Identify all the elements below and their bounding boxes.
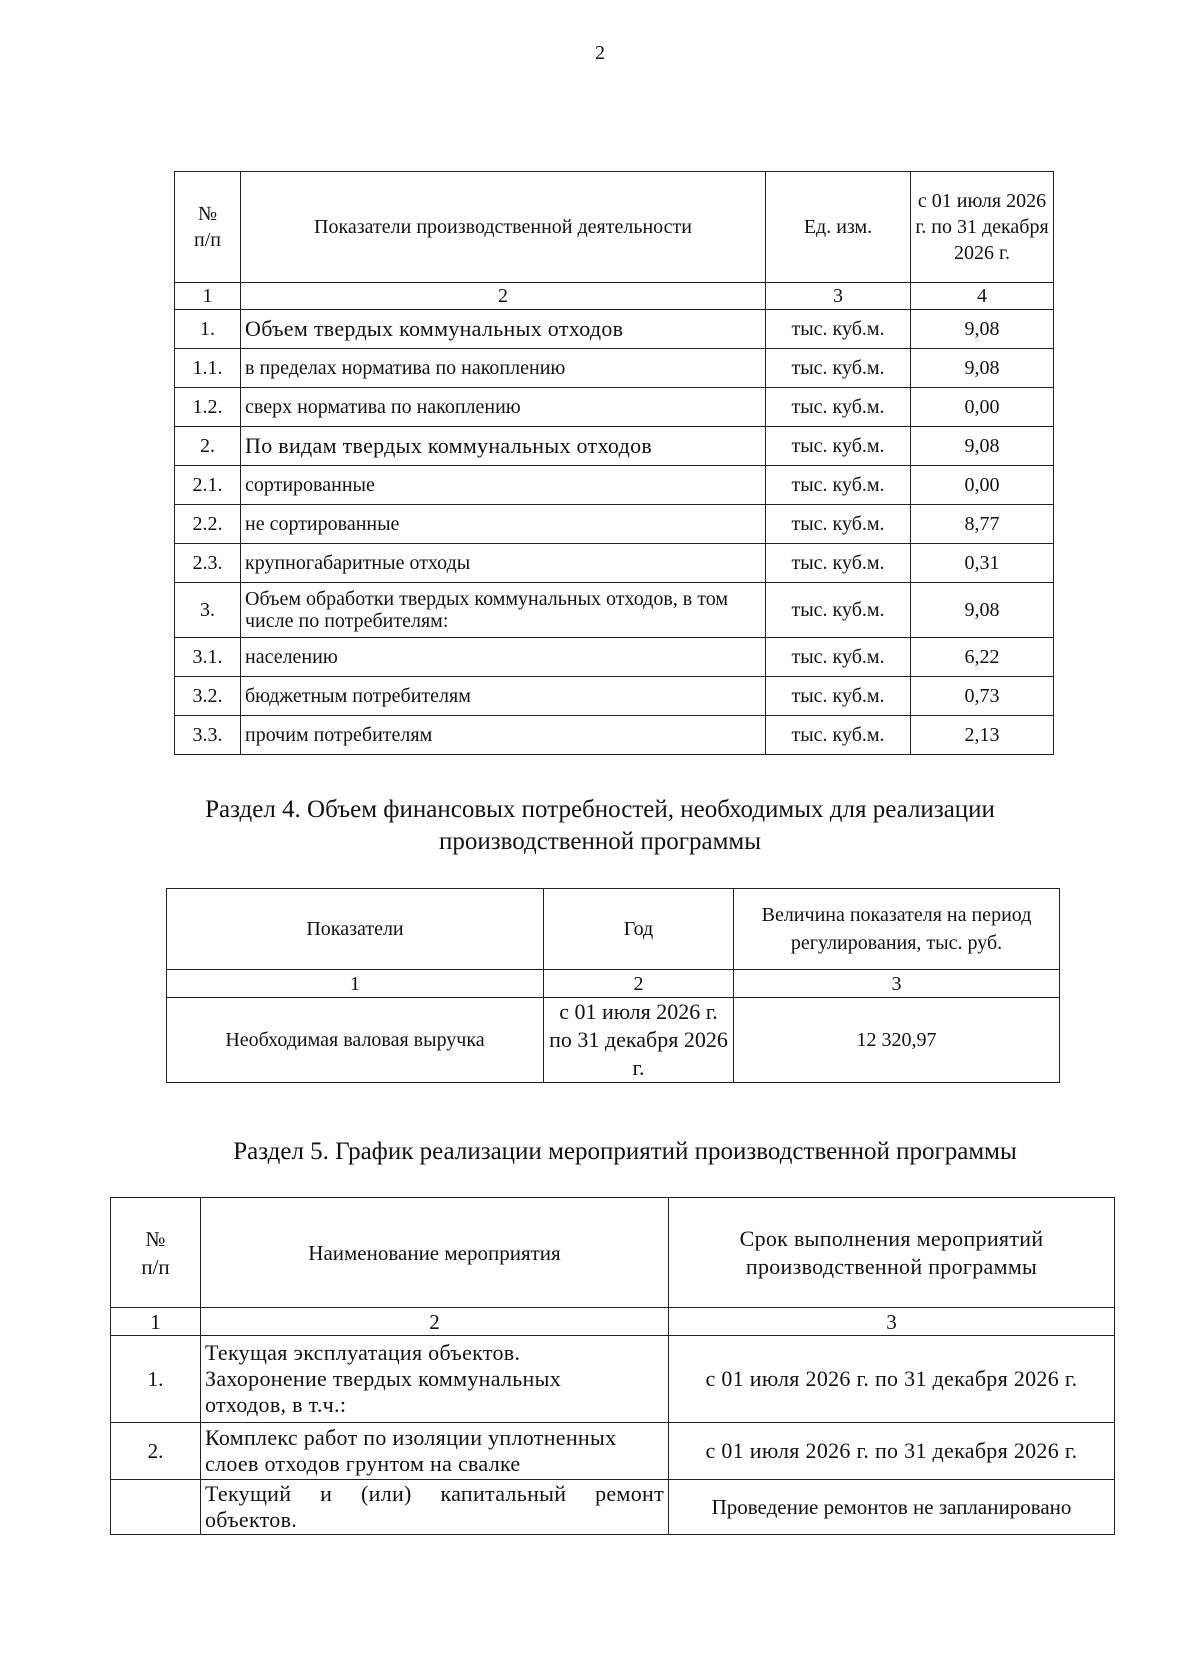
row-unit: тыс. куб.м.	[766, 544, 911, 583]
row-name: бюджетным потребителям	[241, 677, 766, 716]
header-num: № п/п	[111, 1198, 201, 1308]
table-header-row	[111, 1198, 1115, 1308]
row-unit: тыс. куб.м.	[766, 638, 911, 677]
row-name: прочим потребителям	[241, 716, 766, 755]
row-name: По видам твердых коммунальных отходов	[241, 427, 766, 466]
row-value: 0,00	[911, 388, 1054, 427]
table-row	[175, 466, 1054, 505]
col-index: 3	[734, 970, 1060, 998]
table-row	[111, 1336, 1115, 1423]
row-value: 8,77	[911, 505, 1054, 544]
table-row	[175, 349, 1054, 388]
row-value: 9,08	[911, 427, 1054, 466]
row-unit: тыс. куб.м.	[766, 388, 911, 427]
header-unit: Ед. изм.	[766, 172, 911, 283]
row-name: Текущая эксплуатация объектов. Захоронение твердых коммунальных отходов, в т.ч.:	[201, 1336, 669, 1423]
row-unit: тыс. куб.м.	[766, 583, 911, 638]
section4-title-line1: Раздел 4. Объем финансовых потребностей, необходимых для реализации	[205, 796, 995, 823]
row-num: 3.2.	[175, 677, 241, 716]
row-name: не сортированные	[241, 505, 766, 544]
row-value: 0,73	[911, 677, 1054, 716]
row-name: Комплекс работ по изоляции уплотненных слоев отходов грунтом на свалке	[201, 1423, 669, 1480]
table-row	[175, 544, 1054, 583]
row-num	[111, 1480, 201, 1535]
row-num: 2.2.	[175, 505, 241, 544]
row-unit: тыс. куб.м.	[766, 466, 911, 505]
row-value: 9,08	[911, 583, 1054, 638]
row-name: в пределах норматива по накоплению	[241, 349, 766, 388]
row-unit: тыс. куб.м.	[766, 505, 911, 544]
table-row	[167, 998, 1060, 1083]
row-name: Текущий и (или) капитальный ремонт объектов.	[201, 1480, 669, 1535]
col-index: 3	[766, 283, 911, 310]
col-index: 1	[167, 970, 544, 998]
header-indicator: Показатели производственной деятельности	[241, 172, 766, 283]
header-value: Величина показателя на период регулирования, тыс. руб.	[734, 889, 1060, 970]
section4-title-line2: производственной программы	[438, 828, 762, 855]
table-row	[111, 1480, 1115, 1535]
row-name: сверх норматива по накоплению	[241, 388, 766, 427]
row-num: 3.3.	[175, 716, 241, 755]
table-row	[175, 583, 1054, 638]
col-index: 2	[544, 970, 734, 998]
table-row	[111, 1423, 1115, 1480]
column-index-row	[167, 970, 1060, 998]
table-row	[175, 388, 1054, 427]
production-indicators-table	[174, 171, 1054, 755]
table-row	[175, 638, 1054, 677]
table-row	[175, 427, 1054, 466]
row-value: 6,22	[911, 638, 1054, 677]
header-term: Срок выполнения мероприятий производственной программы	[669, 1198, 1115, 1308]
column-index-row	[175, 283, 1054, 310]
row-num: 1.	[175, 310, 241, 349]
row-num: 3.1.	[175, 638, 241, 677]
row-num: 3.	[175, 583, 241, 638]
row-name: Необходимая валовая выручка	[167, 998, 544, 1083]
row-num: 1.1.	[175, 349, 241, 388]
header-year: Год	[544, 889, 734, 970]
row-name: крупногабаритные отходы	[241, 544, 766, 583]
col-index: 1	[175, 283, 241, 310]
financial-needs-table	[166, 888, 1060, 1083]
row-term: Проведение ремонтов не запланировано	[669, 1480, 1115, 1535]
row-value: 2,13	[911, 716, 1054, 755]
table-row	[175, 505, 1054, 544]
section5-title: Раздел 5. График реализации мероприятий производственной программы	[233, 1138, 1017, 1165]
row-term: с 01 июля 2026 г. по 31 декабря 2026 г.	[669, 1336, 1115, 1423]
row-value: 9,08	[911, 349, 1054, 388]
section4-title	[0, 794, 1200, 858]
header-period: с 01 июля 2026 г. по 31 декабря 2026 г.	[911, 172, 1054, 283]
table-header-row	[167, 889, 1060, 970]
row-num: 1.	[111, 1336, 201, 1423]
table-header-row	[175, 172, 1054, 283]
page-number: 2	[595, 42, 605, 64]
row-num: 2.1.	[175, 466, 241, 505]
row-name: населению	[241, 638, 766, 677]
row-unit: тыс. куб.м.	[766, 677, 911, 716]
row-unit: тыс. куб.м.	[766, 349, 911, 388]
table-row	[175, 677, 1054, 716]
col-index: 2	[241, 283, 766, 310]
header-indicators: Показатели	[167, 889, 544, 970]
table-row	[175, 716, 1054, 755]
header-num: № п/п	[175, 172, 241, 283]
row-value: 0,00	[911, 466, 1054, 505]
row-name: Объем обработки твердых коммунальных отходов, в том числе по потребителям:	[241, 583, 766, 638]
row-value: 0,31	[911, 544, 1054, 583]
column-index-row	[111, 1308, 1115, 1336]
row-num: 2.	[111, 1423, 201, 1480]
header-activity: Наименование мероприятия	[201, 1198, 669, 1308]
row-unit: тыс. куб.м.	[766, 716, 911, 755]
activities-schedule-table	[110, 1197, 1115, 1535]
row-num: 2.3.	[175, 544, 241, 583]
row-unit: тыс. куб.м.	[766, 427, 911, 466]
col-index: 1	[111, 1308, 201, 1336]
row-unit: тыс. куб.м.	[766, 310, 911, 349]
row-name: Объем твердых коммунальных отходов	[241, 310, 766, 349]
row-year: с 01 июля 2026 г. по 31 декабря 2026 г.	[544, 998, 734, 1083]
row-value: 9,08	[911, 310, 1054, 349]
table-row	[175, 310, 1054, 349]
col-index: 3	[669, 1308, 1115, 1336]
col-index: 2	[201, 1308, 669, 1336]
row-num: 2.	[175, 427, 241, 466]
row-value: 12 320,97	[734, 998, 1060, 1083]
col-index: 4	[911, 283, 1054, 310]
row-num: 1.2.	[175, 388, 241, 427]
row-name: сортированные	[241, 466, 766, 505]
row-term: с 01 июля 2026 г. по 31 декабря 2026 г.	[669, 1423, 1115, 1480]
